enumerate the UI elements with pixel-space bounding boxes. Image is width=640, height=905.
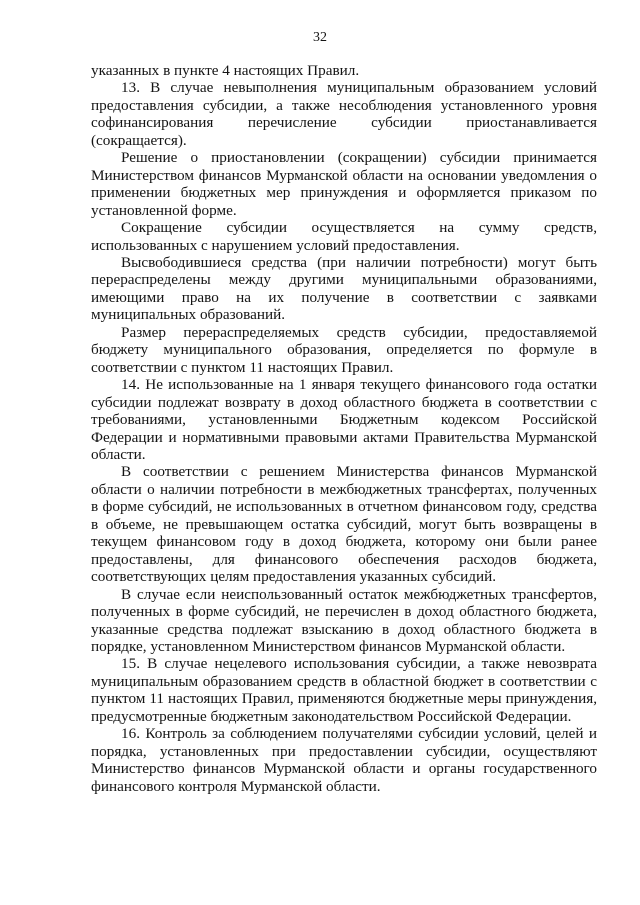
paragraph-return-of-funds: В соответствии с решением Министерства финансов Мурманской области о наличии потребности в межбюджетных трансфертах, полученных в форме субсидий, не использованных в отчетном финансовом году, средства в объеме, не превышающем остатка субсидий, могут быть возвращены в текущем финансовом году в доход бюджета, которому они были ранее предоставлены, для финансового обеспечения расходов бюджета, соответствующих целям предоставления указанных субсидий. — [91, 463, 597, 586]
paragraph-item-14: 14. Не использованные на 1 января текущего финансового года остатки субсидии подлежат возврату в доход областного бюджета в соответствии с требованиями, установленными Бюджетным кодексом Российской Федерации и нормативными правовыми актами Правительства Мурманской области. — [91, 376, 597, 463]
page-number: 32 — [313, 30, 327, 45]
paragraph-suspension-decision: Решение о приостановлении (сокращении) субсидии принимается Министерством финансов Мурманской области на основании уведомления о применении бюджетных мер принуждения и оформляется приказом по установленной форме. — [91, 149, 597, 219]
paragraph-item-16: 16. Контроль за соблюдением получателями субсидии условий, целей и порядка, установленных при предоставлении субсидии, осуществляют Министерство финансов Мурманской области и органы государственного финансового контроля Мурманской области. — [91, 725, 597, 795]
paragraph-item-13: 13. В случае невыполнения муниципальным образованием условий предоставления субсидии, а также несоблюдения установленного уровня софинансирования перечисление субсидии приостанавливается (сокращается). — [91, 79, 597, 149]
paragraph-reduction: Сокращение субсидии осуществляется на сумму средств, использованных с нарушением условий предоставления. — [91, 219, 597, 254]
paragraph-recovery: В случае если неиспользованный остаток межбюджетных трансфертов, полученных в форме субсидий, не перечислен в доход областного бюджета, указанные средства подлежат взысканию в доход областного бюджета в порядке, установленном Министерством финансов Мурманской области. — [91, 585, 597, 655]
document-body — [91, 62, 597, 795]
paragraph-redistribution-amount: Размер перераспределяемых средств субсидии, предоставляемой бюджету муниципального образования, определяется по формуле в соответствии с пунктом 11 настоящих Правил. — [91, 323, 597, 376]
paragraph-item-15: 15. В случае нецелевого использования субсидии, а также невозврата муниципальным образованием средств в областной бюджет в соответствии с пунктом 11 настоящих Правил, применяются бюджетные меры принуждения, предусмотренные бюджетным законодательством Российской Федерации. — [91, 655, 597, 725]
paragraph-continuation: указанных в пункте 4 настоящих Правил. — [91, 62, 360, 79]
paragraph-redistribution: Высвободившиеся средства (при наличии потребности) могут быть перераспределены между другими муниципальными образованиями, имеющими право на их получение в соответствии с заявками муниципальных образований. — [91, 253, 597, 324]
